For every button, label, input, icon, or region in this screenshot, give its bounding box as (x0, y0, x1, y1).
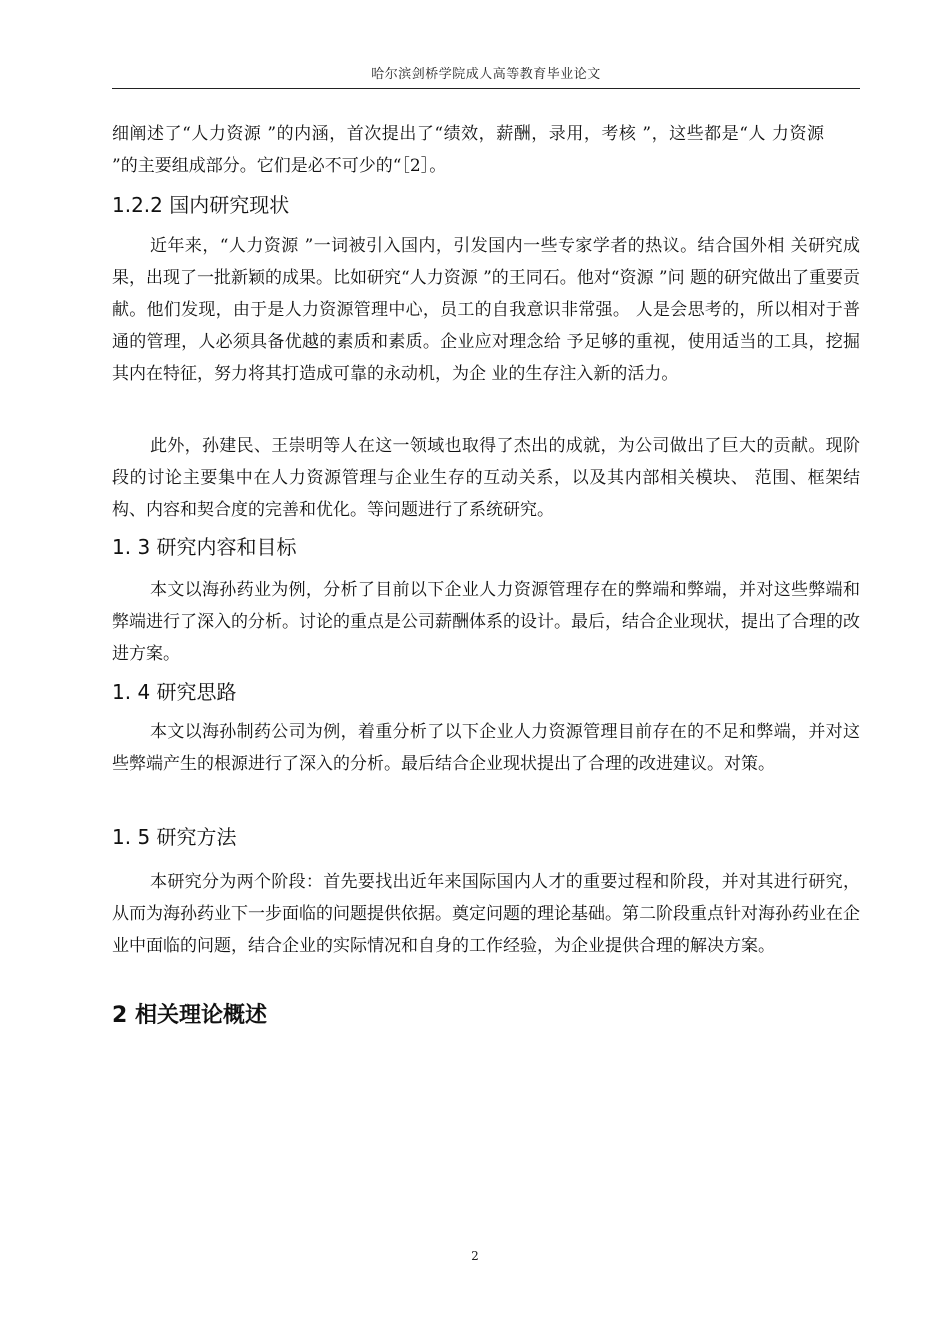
paragraph: 细阐述了“人力资源 ”的内涵，首次提出了“绩效，薪酬，录用，考核 ”，这些都是“人 力资源 ”的主要组成部分。它们是必不可少的“［2］。 (112, 124, 824, 176)
paragraph: 本文以海孙制药公司为例，着重分析了以下企业人力资源管理目前存在的不足和弊端，并对这些弊端产生的根源进行了深入的分析。最后结合企业现状提出了合理的改进建议。对策。 (112, 722, 860, 774)
paragraph: 本研究分为两个阶段：首先要找出近年来国际国内人才的重要过程和阶段，并对其进行研究，从而为海孙药业下一步面临的问题提供依据。奠定问题的理论基础。第二阶段重点针对海孙药业在企业中面临的问题，结合企业的实际情况和自身的工作经验，为企业提供合理的解决方案。 (112, 872, 860, 956)
paragraph-block-1 (112, 230, 860, 390)
heading-1-4-block (112, 677, 860, 707)
paragraph: 此外，孙建民、王崇明等人在这一领域也取得了杰出的成就，为公司做出了巨大的贡献。现阶段的讨论主要集中在人力资源管理与企业生存的互动关系，以及其内部相关模块、 范围、框架结构、内容和契合度的完善和优化。等问题进行了系统研究。 (112, 436, 860, 520)
paragraph-continuation (112, 118, 824, 182)
paragraph-block-3 (112, 574, 860, 670)
paragraph: 本文以海孙药业为例，分析了目前以下企业人力资源管理存在的弊端和弊端，并对这些弊端和弊端进行了深入的分析。讨论的重点是公司薪酬体系的设计。最后，结合企业现状，提出了合理的改进方案。 (112, 580, 860, 664)
heading-1-2-2-block (112, 190, 860, 220)
paragraph-block-5 (112, 866, 860, 962)
section-heading: 1. 5 研究方法 (112, 825, 237, 849)
paragraph-block-2 (112, 430, 860, 526)
page-number: 2 (471, 1249, 479, 1263)
paragraph-block-4 (112, 716, 860, 780)
section-heading: 1. 3 研究内容和目标 (112, 535, 297, 559)
heading-1-3-block (112, 532, 860, 562)
running-header: 哈尔滨剑桥学院成人高等教育毕业论文 (371, 67, 601, 82)
chapter-2-block (112, 1000, 860, 1032)
chapter-heading: 2 相关理论概述 (112, 1003, 267, 1028)
header-rule (112, 88, 860, 89)
section-heading: 1.2.2 国内研究现状 (112, 193, 290, 217)
section-heading: 1. 4 研究思路 (112, 680, 237, 704)
heading-1-5-block (112, 822, 860, 852)
paragraph: 近年来，“人力资源 ”一词被引入国内，引发国内一些专家学者的热议。结合国外相 关研究成果，出现了一批新颖的成果。比如研究“人力资源 ”的王同石。他对“资源 ”问 题的研究做出了重要贡献。他们发现，由于是人力资源管理中心，员工的自我意识非常强。 人是会思考的，所以相对于普通的管理，人必须具备优越的素质和素质。企业应对理念给 予足够的重视，使用适当的工具，挖掘其内在特征，努力将其打造成可靠的永动机，为企 业的生存注入新的活力。 (112, 236, 860, 384)
